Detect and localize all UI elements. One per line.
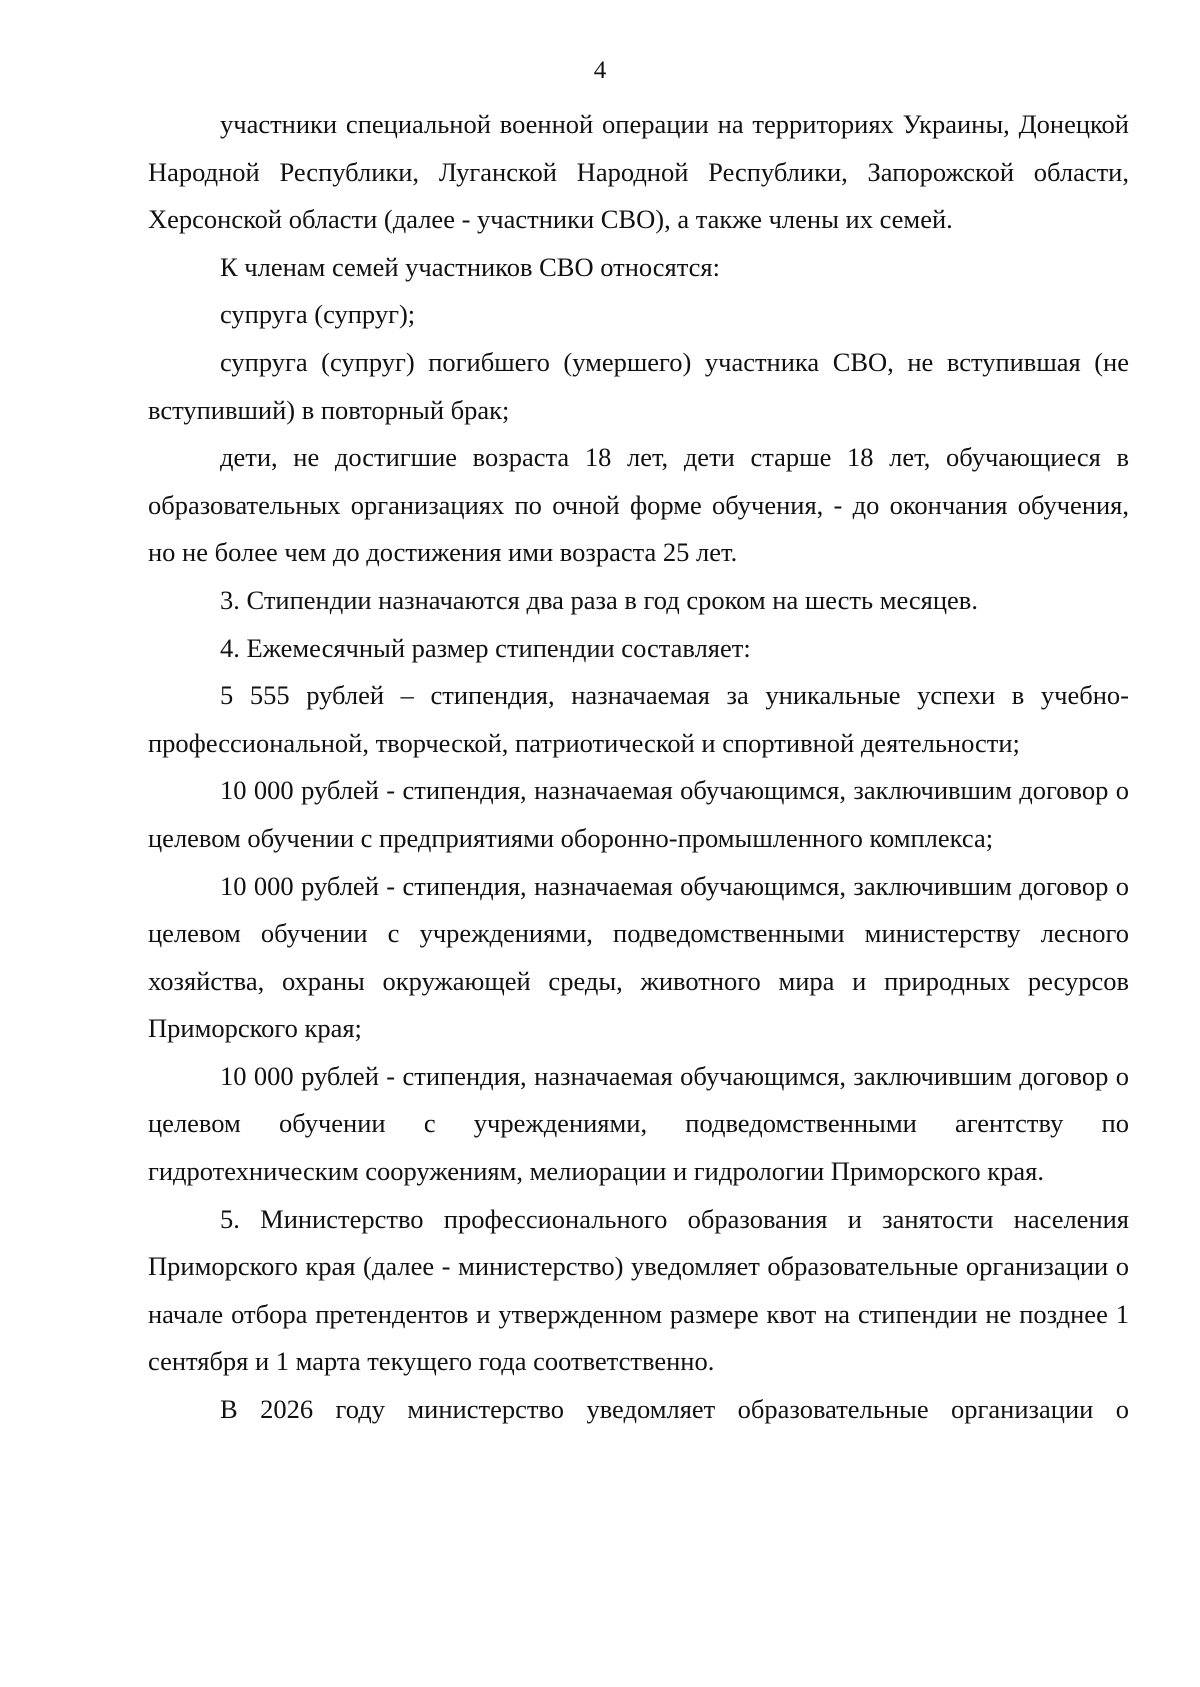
paragraph-item-3: 3. Стипендии назначаются два раза в год сроком на шесть месяцев. bbox=[220, 584, 978, 615]
document-body bbox=[148, 101, 1129, 1434]
paragraph-item-5: 5. Министерство профессионального образования и занятости населения Приморского края (далее - министерство) уведомляет образовательные организации о начале отбора претендентов и утвержденном размере квот на стипендии не позднее 1 сентября и 1 марта текущего года соответственно. bbox=[148, 1203, 1129, 1377]
paragraph-stipend-forestry: 10 000 рублей - стипендия, назначаемая обучающимся, заключившим договор о целевом обучении с учреждениями, подведомственными министерству лесного хозяйства, охраны окружающей среды, животного мира и природных ресурсов Приморского края; bbox=[148, 870, 1129, 1044]
paragraph-stipend-defense: 10 000 рублей - стипендия, назначаемая обучающимся, заключившим договор о целевом обучении с предприятиями оборонно-промышленного комплекса; bbox=[148, 775, 1129, 853]
paragraph-stipend-hydro: 10 000 рублей - стипендия, назначаемая обучающимся, заключившим договор о целевом обучении с учреждениями, подведомственными агентству по гидротехническим сооружениям, мелиорации и гидрологии Приморского края. bbox=[148, 1060, 1129, 1187]
paragraph-children: дети, не достигшие возраста 18 лет, дети старше 18 лет, обучающиеся в образовательных организациях по очной форме обучения, - до окончания обучения, но не более чем до достижения ими возраста 25 лет. bbox=[148, 442, 1129, 568]
paragraph-item-4: 4. Ежемесячный размер стипендии составляет: bbox=[220, 632, 751, 663]
paragraph-family-members-intro: К членам семей участников СВО относятся: bbox=[220, 251, 720, 282]
paragraph-stipend-5555: 5 555 рублей – стипендия, назначаемая за уникальные успехи в учебно-профессиональной, творческой, патриотической и спортивной деятельности; bbox=[148, 680, 1129, 758]
paragraph-svo-participants: участники специальной военной операции на территориях Украины, Донецкой Народной Республики, Луганской Народной Республики, Запорожской области, Херсонской области (далее - участники СВО), а также члены их семей. bbox=[148, 109, 1129, 235]
paragraph-2026: В 2026 году министерство уведомляет образовательные организации о bbox=[220, 1394, 1129, 1425]
paragraph-spouse-deceased: супруга (супруг) погибшего (умершего) участника СВО, не вступившая (не вступивший) в повторный брак; bbox=[148, 346, 1129, 425]
paragraph-spouse: супруга (супруг); bbox=[220, 299, 416, 330]
page-number: 4 bbox=[593, 57, 607, 84]
